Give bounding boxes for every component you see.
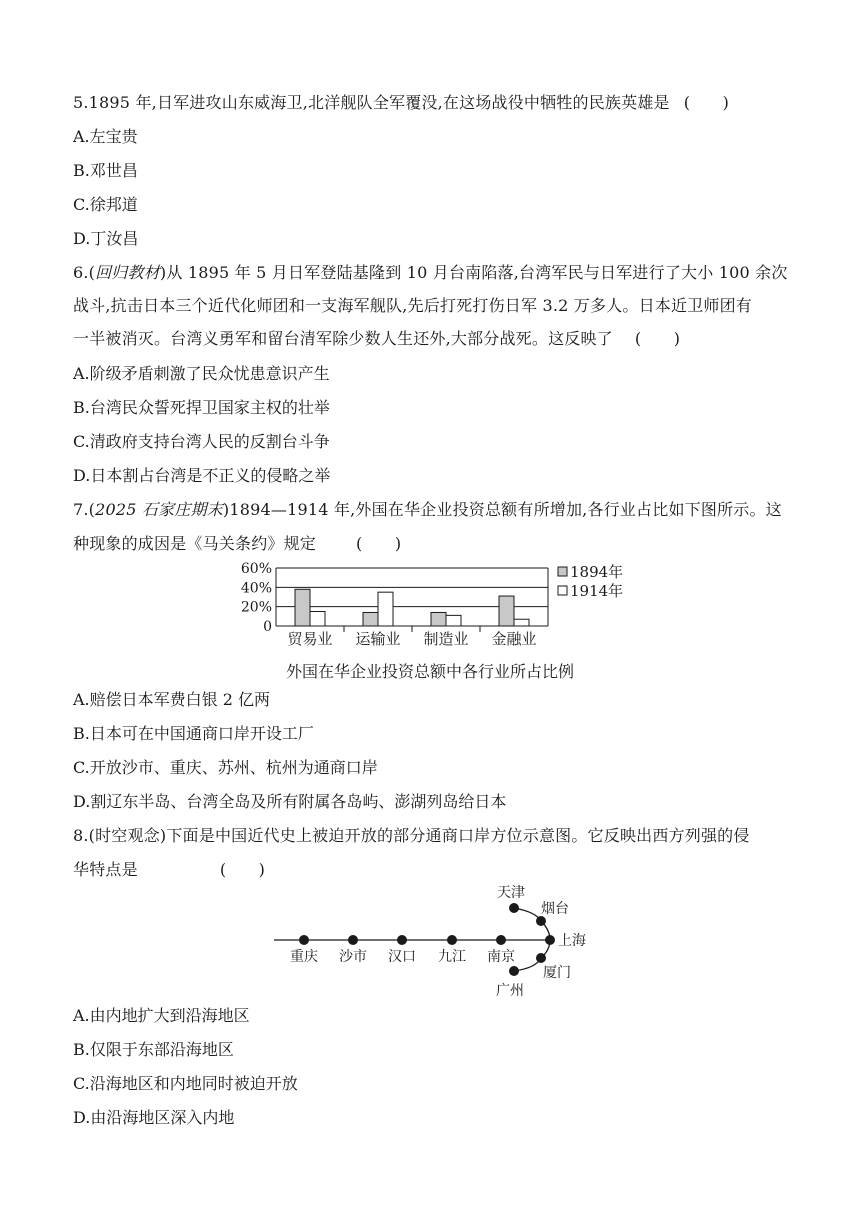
- map-port-label: 厦门: [543, 965, 571, 981]
- q7-stem-line1: [73, 500, 782, 520]
- chart-ytick-label: 0: [263, 619, 272, 635]
- chart-legend-label: 1894年: [570, 563, 624, 581]
- chart-ytick-label: 20%: [240, 599, 272, 616]
- q8-line2-text: 华特点是: [73, 860, 138, 879]
- q6-stem-line3: [73, 329, 680, 349]
- q7-answer-paren: ( ): [356, 534, 402, 553]
- q8-option-a: A.由内地扩大到沿海地区: [73, 1006, 250, 1025]
- chart-category-label: 制造业: [423, 630, 469, 648]
- q7-tag: 2025 石家庄期末: [95, 500, 223, 519]
- q5-option-d: D.丁汝昌: [73, 229, 139, 248]
- chart-legend-swatch: [558, 567, 567, 576]
- q5-option-a: A.左宝贵: [73, 127, 138, 146]
- q6-stem-line2: 战斗,抗击日本三个近代化师团和一支海军舰队,先后打死打伤日军 3.2 万多人。日本近卫师团有: [73, 296, 752, 315]
- chart-category-label: 金融业: [491, 630, 537, 648]
- chart-caption: 外国在华企业投资总额中各行业所占比例: [285, 662, 574, 681]
- map-port-dot: [545, 935, 555, 945]
- chart-bar: [446, 615, 461, 626]
- q7-line2-text: 种现象的成因是《马关条约》规定: [73, 534, 317, 553]
- map-port-label: 天津: [497, 885, 525, 901]
- q7-option-c: C.开放沙市、重庆、苏州、杭州为通商口岸: [73, 758, 378, 777]
- map-port-dot: [536, 916, 546, 926]
- chart-bar: [431, 612, 446, 626]
- q6-tag: 回归教材: [95, 263, 160, 282]
- q7-line1-text: )1894—1914 年,外国在华企业投资总额有所增加,各行业占比如下图所示。这: [222, 500, 782, 519]
- map-port-label: 沙市: [339, 949, 367, 965]
- map-port-dot: [447, 935, 457, 945]
- q6-line1-text: )从 1895 年 5 月日军登陆基隆到 10 月台南陷落,台湾军民与日军进行了大小 100 余次: [159, 263, 788, 282]
- q7-option-d: D.割辽东半岛、台湾全岛及所有附属各岛屿、澎湖列岛给日本: [73, 792, 507, 811]
- map-port-dot: [536, 953, 546, 963]
- q8-option-c: C.沿海地区和内地同时被迫开放: [73, 1074, 298, 1093]
- q7-number: 7.(: [73, 500, 96, 519]
- map-port-dot: [397, 935, 407, 945]
- treaty-ports-map: [268, 880, 598, 1000]
- q6-option-b: B.台湾民众誓死捍卫国家主权的壮举: [73, 398, 330, 417]
- q5-stem: [73, 93, 729, 113]
- map-port-dot: [496, 935, 506, 945]
- chart-ytick-label: 40%: [240, 580, 272, 597]
- map-port-label: 上海: [558, 933, 586, 949]
- map-port-dot: [299, 935, 309, 945]
- chart-legend-label: 1914年: [570, 582, 624, 600]
- map-port-dot: [509, 966, 519, 976]
- q8-stem-line2: [73, 860, 265, 880]
- q7-option-a: A.赔偿日本军费白银 2 亿两: [73, 690, 270, 709]
- chart-ytick-label: 60%: [240, 561, 272, 577]
- q5-answer-paren: ( ): [683, 93, 730, 112]
- chart-bar: [295, 589, 310, 626]
- map-port-dot: [509, 903, 519, 913]
- q6-line3-text: 一半被消灭。台湾义勇军和留台清军除少数人生还外,大部分战死。这反映了: [73, 329, 613, 348]
- map-port-label: 烟台: [541, 901, 569, 917]
- chart-bar: [499, 596, 514, 626]
- q8-option-b: B.仅限于东部沿海地区: [73, 1040, 234, 1059]
- map-port-dot: [348, 935, 358, 945]
- q7-option-b: B.日本可在中国通商口岸开设工厂: [73, 724, 314, 743]
- q5-option-b: B.邓世昌: [73, 161, 138, 180]
- map-port-label: 广州: [496, 983, 524, 999]
- q8-stem-line1: 8.(时空观念)下面是中国近代史上被迫开放的部分通商口岸方位示意图。它反映出西方列强的侵: [73, 826, 750, 845]
- chart-legend-swatch: [558, 586, 567, 595]
- map-port-label: 九江: [438, 949, 466, 965]
- map-port-label: 重庆: [290, 949, 318, 965]
- q7-stem-line2: [73, 534, 401, 554]
- q6-option-d: D.日本割占台湾是不正义的侵略之举: [73, 466, 331, 485]
- q5-option-c: C.徐邦道: [73, 195, 138, 214]
- map-port-label: 南京: [487, 949, 515, 965]
- map-port-label: 汉口: [388, 949, 416, 965]
- q8-option-d: D.由沿海地区深入内地: [73, 1108, 235, 1127]
- q6-option-a: A.阶级矛盾刺激了民众忧患意识产生: [73, 364, 330, 383]
- investment-bar-chart: [236, 560, 636, 654]
- q6-answer-paren: ( ): [634, 329, 681, 348]
- chart-category-label: 贸易业: [287, 630, 333, 648]
- chart-category-label: 运输业: [355, 630, 401, 648]
- q6-option-c: C.清政府支持台湾人民的反割台斗争: [73, 432, 330, 451]
- q8-answer-paren: ( ): [219, 860, 266, 879]
- q6-number: 6.(: [73, 263, 96, 282]
- q5-stem-text: 5.1895 年,日军进攻山东威海卫,北洋舰队全军覆没,在这场战役中牺牲的民族英雄是: [73, 93, 670, 112]
- chart-bar: [378, 592, 393, 626]
- chart-bar: [310, 612, 325, 627]
- chart-bar: [363, 612, 378, 626]
- chart-bar: [514, 619, 529, 626]
- q6-stem-line1: [73, 263, 788, 283]
